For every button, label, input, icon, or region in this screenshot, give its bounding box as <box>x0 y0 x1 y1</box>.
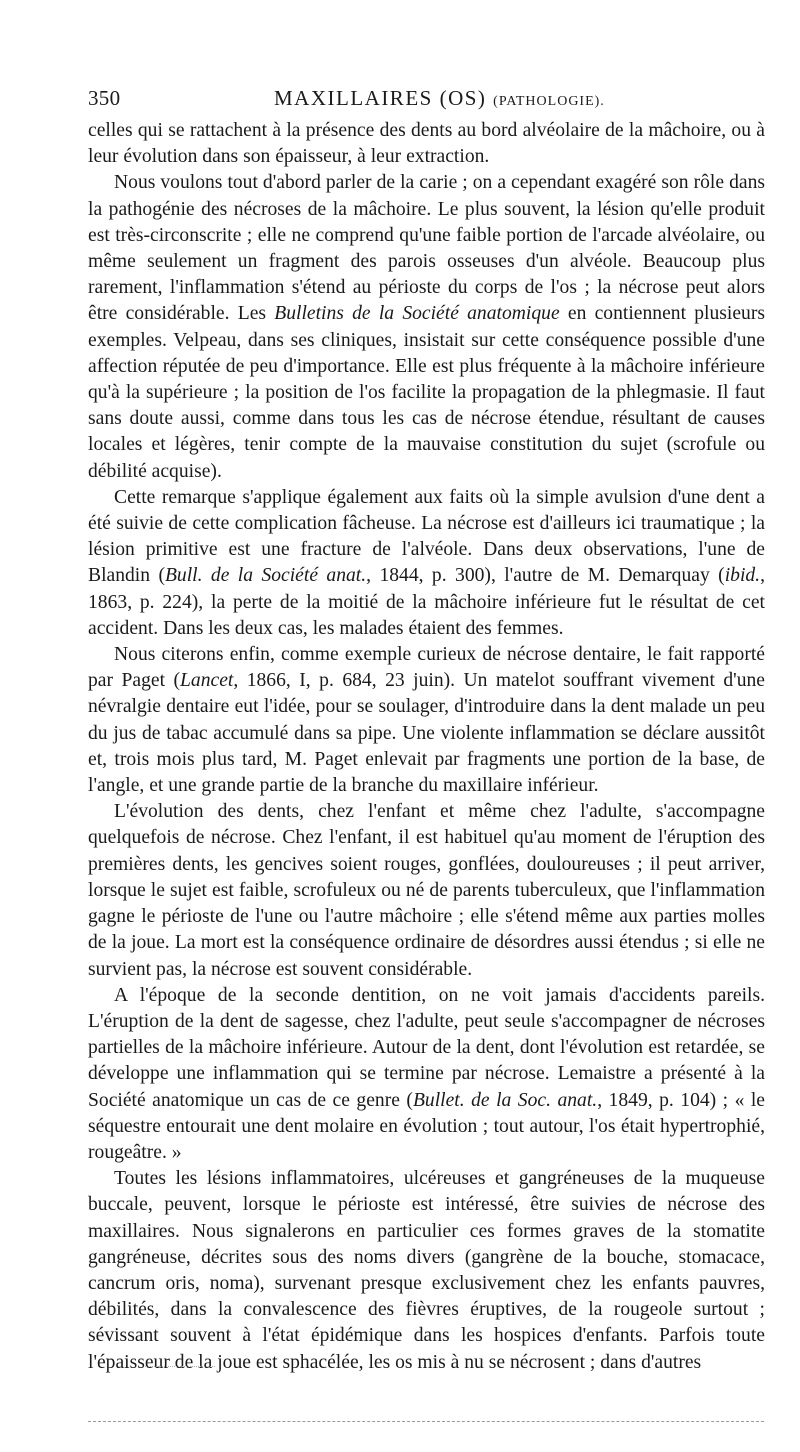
paragraph-3: Cette remarque s'applique également aux faits où la simple avulsion d'une dent a été suivie de cette complication fâcheuse. La nécrose est d'ailleurs ici traumatique ; la lésion primitive est une fracture de l'alvéole. Dans deux observations, l'une de Blandin (Bull. de la Société anat., 1844, p. 300), l'autre de M. Demarquay (ibid., 1863, p. 224), la perte de la moitié de la mâchoire inférieure fut le résultat de cet accident. Dans les deux cas, les malades étaient des femmes. <box>88 486 765 639</box>
page-number: 350 <box>88 86 121 110</box>
page-title <box>274 86 605 111</box>
header-subtitle: (PATHOLOGIE). <box>493 94 605 109</box>
paragraph-4: Nous citerons enfin, comme exemple curieux de nécrose dentaire, le fait rapporté par Paget (Lancet, 1866, I, p. 684, 23 juin). Un matelot souffrant vivement d'une névralgie dentaire eut l'idée, pour se soulager, d'introduire dans la dent malade un peu du jus de tabac accumulé dans sa pipe. Une violente inflammation se déclare aussitôt et, trois mois plus tard, M. Paget enlevait par fragments une portion de la base, de l'angle, et une grande partie de la branche du maxillaire inférieur. <box>88 644 765 797</box>
bottom-rule <box>88 1421 764 1422</box>
running-header <box>88 86 764 112</box>
citation-italic: Bullet. de la Soc. anat. <box>412 1089 598 1111</box>
citation-italic: Lancet <box>180 670 234 692</box>
footnote-rule <box>145 1366 215 1367</box>
paragraph-7: Toutes les lésions inflammatoires, ulcéreuses et gangréneuses de la muqueuse buccale, peuvent, lorsque le périoste est intéressé, être suivies de nécrose des maxillaires. Nous signalerons en particulier ces formes graves de la stomatite gangréneuse, décrites sous des noms divers (gangrène de la bouche, stomacace, cancrum oris, noma), survenant presque exclusivement chez les enfants pauvres, débilités, dans la convalescence des fièvres éruptives, de la rougeole surtout ; sévissant souvent à l'état épidémique dans les hospices d'enfants. Parfois toute l'épaisseur de la joue est sphacélée, les os mis à nu se nécrosent ; dans d'autres <box>88 1168 765 1373</box>
body-text <box>88 118 765 1376</box>
paragraph-6: A l'époque de la seconde dentition, on ne voit jamais d'accidents pareils. L'éruption de la dent de sagesse, chez l'adulte, peut seule s'accompagner de nécroses partielles de la mâchoire inférieure. Autour de la dent, dont l'évolution est retardée, se développe une inflammation qui se termine par nécrose. Lemaistre a présenté à la Société anatomique un cas de ce genre (Bullet. de la Soc. anat., 1849, p. 104) ; « le séquestre entourait une dent molaire en évolution ; tout autour, l'os était hypertrophié, rougeâtre. » <box>88 984 766 1163</box>
citation-italic: Bulletins de la Société anatomique <box>274 303 560 325</box>
citation-italic: ibid. <box>724 565 761 587</box>
citation-italic: Bull. de la Société anat. <box>164 565 367 587</box>
paragraph-5: L'évolution des dents, chez l'enfant et même chez l'adulte, s'accompagne quelquefois de nécrose. Chez l'enfant, il est habituel qu'au moment de l'éruption des premières dents, les gencives soient rouges, gonflées, douloureuses ; il peut arriver, lorsque le sujet est faible, scrofuleux ou né de parents tuberculeux, que l'inflammation gagne le périoste de l'une ou l'autre mâchoire ; elle s'étend même aux parties molles de la joue. La mort est la conséquence ordinaire de désordres aussi étendus ; si elle ne survient pas, la nécrose est souvent considérable. <box>88 801 765 980</box>
header-title: MAXILLAIRES (OS) <box>274 86 487 110</box>
paragraph-1: celles qui se rattachent à la présence des dents au bord alvéolaire de la mâchoire, ou à leur évolution dans son épaisseur, à leur extraction. <box>88 120 765 168</box>
paragraph-2: Nous voulons tout d'abord parler de la carie ; on a cependant exagéré son rôle dans la pathogénie des nécroses de la mâchoire. Le plus souvent, la lésion qu'elle produit est très-circonscrite ; elle ne comprend qu'une faible portion de l'arcade alvéolaire, ou même seulement un fragment des parois osseuses d'un alvéole. Beaucoup plus rarement, l'inflammation s'étend au périoste du corps de l'os ; la nécrose peut alors être considérable. Les Bulletins de la Société anatomique en contiennent plusieurs exemples. Velpeau, dans ses cliniques, insistait sur cette conséquence possible d'une affection réputée de peu d'importance. Elle est plus fréquente à la mâchoire inférieure qu'à la supérieure ; la position de l'os facilite la propagation de la phlegmasie. Il faut sans doute aussi, comme dans tous les cas de nécrose étendue, résultant de causes locales et légères, tenir compte de la mauvaise constitution du sujet (scrofule ou débilité acquise). <box>88 172 765 482</box>
